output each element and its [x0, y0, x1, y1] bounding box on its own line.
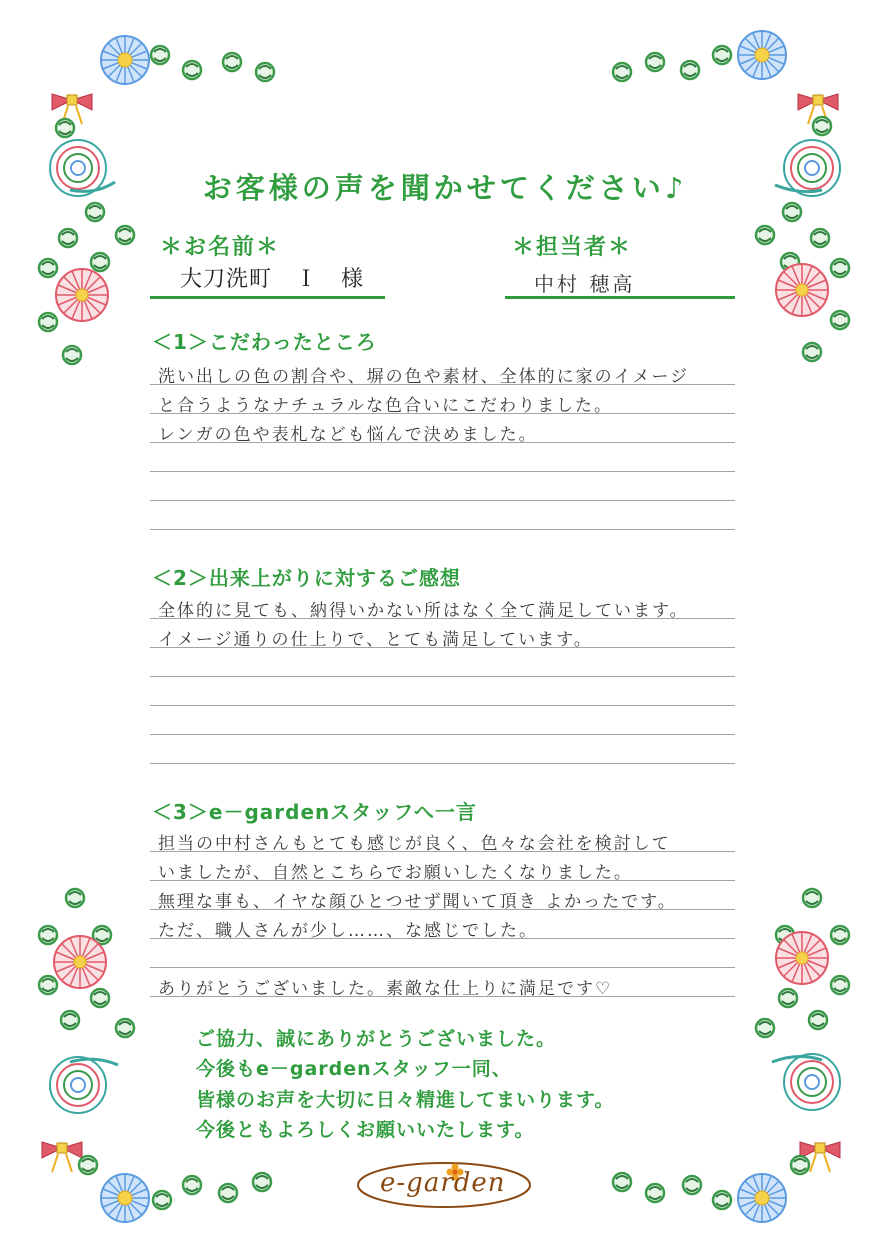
answer-line: いましたが、自然とこちらでお願いしたくなりました。 — [158, 863, 633, 883]
answer-line: 全体的に見ても、納得いかない所はなく全て満足しています。 — [158, 601, 689, 621]
answer-line: レンガの色や表札なども悩んで決めました。 — [158, 425, 538, 445]
ruled-line — [150, 500, 735, 501]
closing-line: 今後もe－gardenスタッフ一同、 — [196, 1058, 512, 1080]
ruled-line — [150, 471, 735, 472]
section-3-heading: ＜3＞e－gardenスタッフへ一言 — [152, 800, 477, 824]
answer-line: 無理な事も、イヤな顔ひとつせず聞いて頂き よかったです。 — [158, 892, 677, 912]
logo-text: e-garden — [380, 1168, 506, 1198]
page-title: お客様の声を聞かせてください♪ — [202, 171, 688, 205]
ruled-line — [150, 705, 735, 706]
answer-line: と合うようなナチュラルな色合いにこだわりました。 — [158, 396, 613, 416]
closing-line: 今後ともよろしくお願いいたします。 — [196, 1119, 535, 1141]
staff-underline — [505, 296, 735, 299]
ruled-line — [150, 676, 735, 677]
staff-label: ＊担当者＊ — [512, 235, 633, 260]
ruled-line — [150, 734, 735, 735]
name-label: ＊お名前＊ — [160, 235, 281, 260]
staff-value: 中村 穂高 — [534, 272, 636, 296]
name-value: 大刀洗町 Ｉ 様 — [180, 267, 365, 292]
answer-line: 洗い出しの色の割合や、塀の色や素材、全体的に家のイメージ — [158, 367, 690, 387]
answer-line: イメージ通りの仕上りで、とても満足しています。 — [158, 630, 593, 650]
section-2-heading: ＜2＞出来上がりに対するご感想 — [152, 566, 461, 590]
answer-line: 担当の中村さんもとても感じが良く、色々な会社を検討して — [158, 834, 671, 854]
name-underline — [150, 296, 385, 299]
closing-line: 皆様のお声を大切に日々精進してまいります。 — [196, 1089, 615, 1111]
section-1-heading: ＜1＞こだわったところ — [152, 330, 377, 354]
answer-line: ありがとうございました。素敵な仕上りに満足です♡ — [158, 979, 613, 999]
answer-line: ただ、職人さんが少し……、な感じでした。 — [158, 921, 538, 941]
ruled-line — [150, 763, 735, 764]
ruled-line — [150, 967, 735, 968]
closing-line: ご協力、誠にありがとうございました。 — [196, 1028, 557, 1050]
ruled-line — [150, 529, 735, 530]
